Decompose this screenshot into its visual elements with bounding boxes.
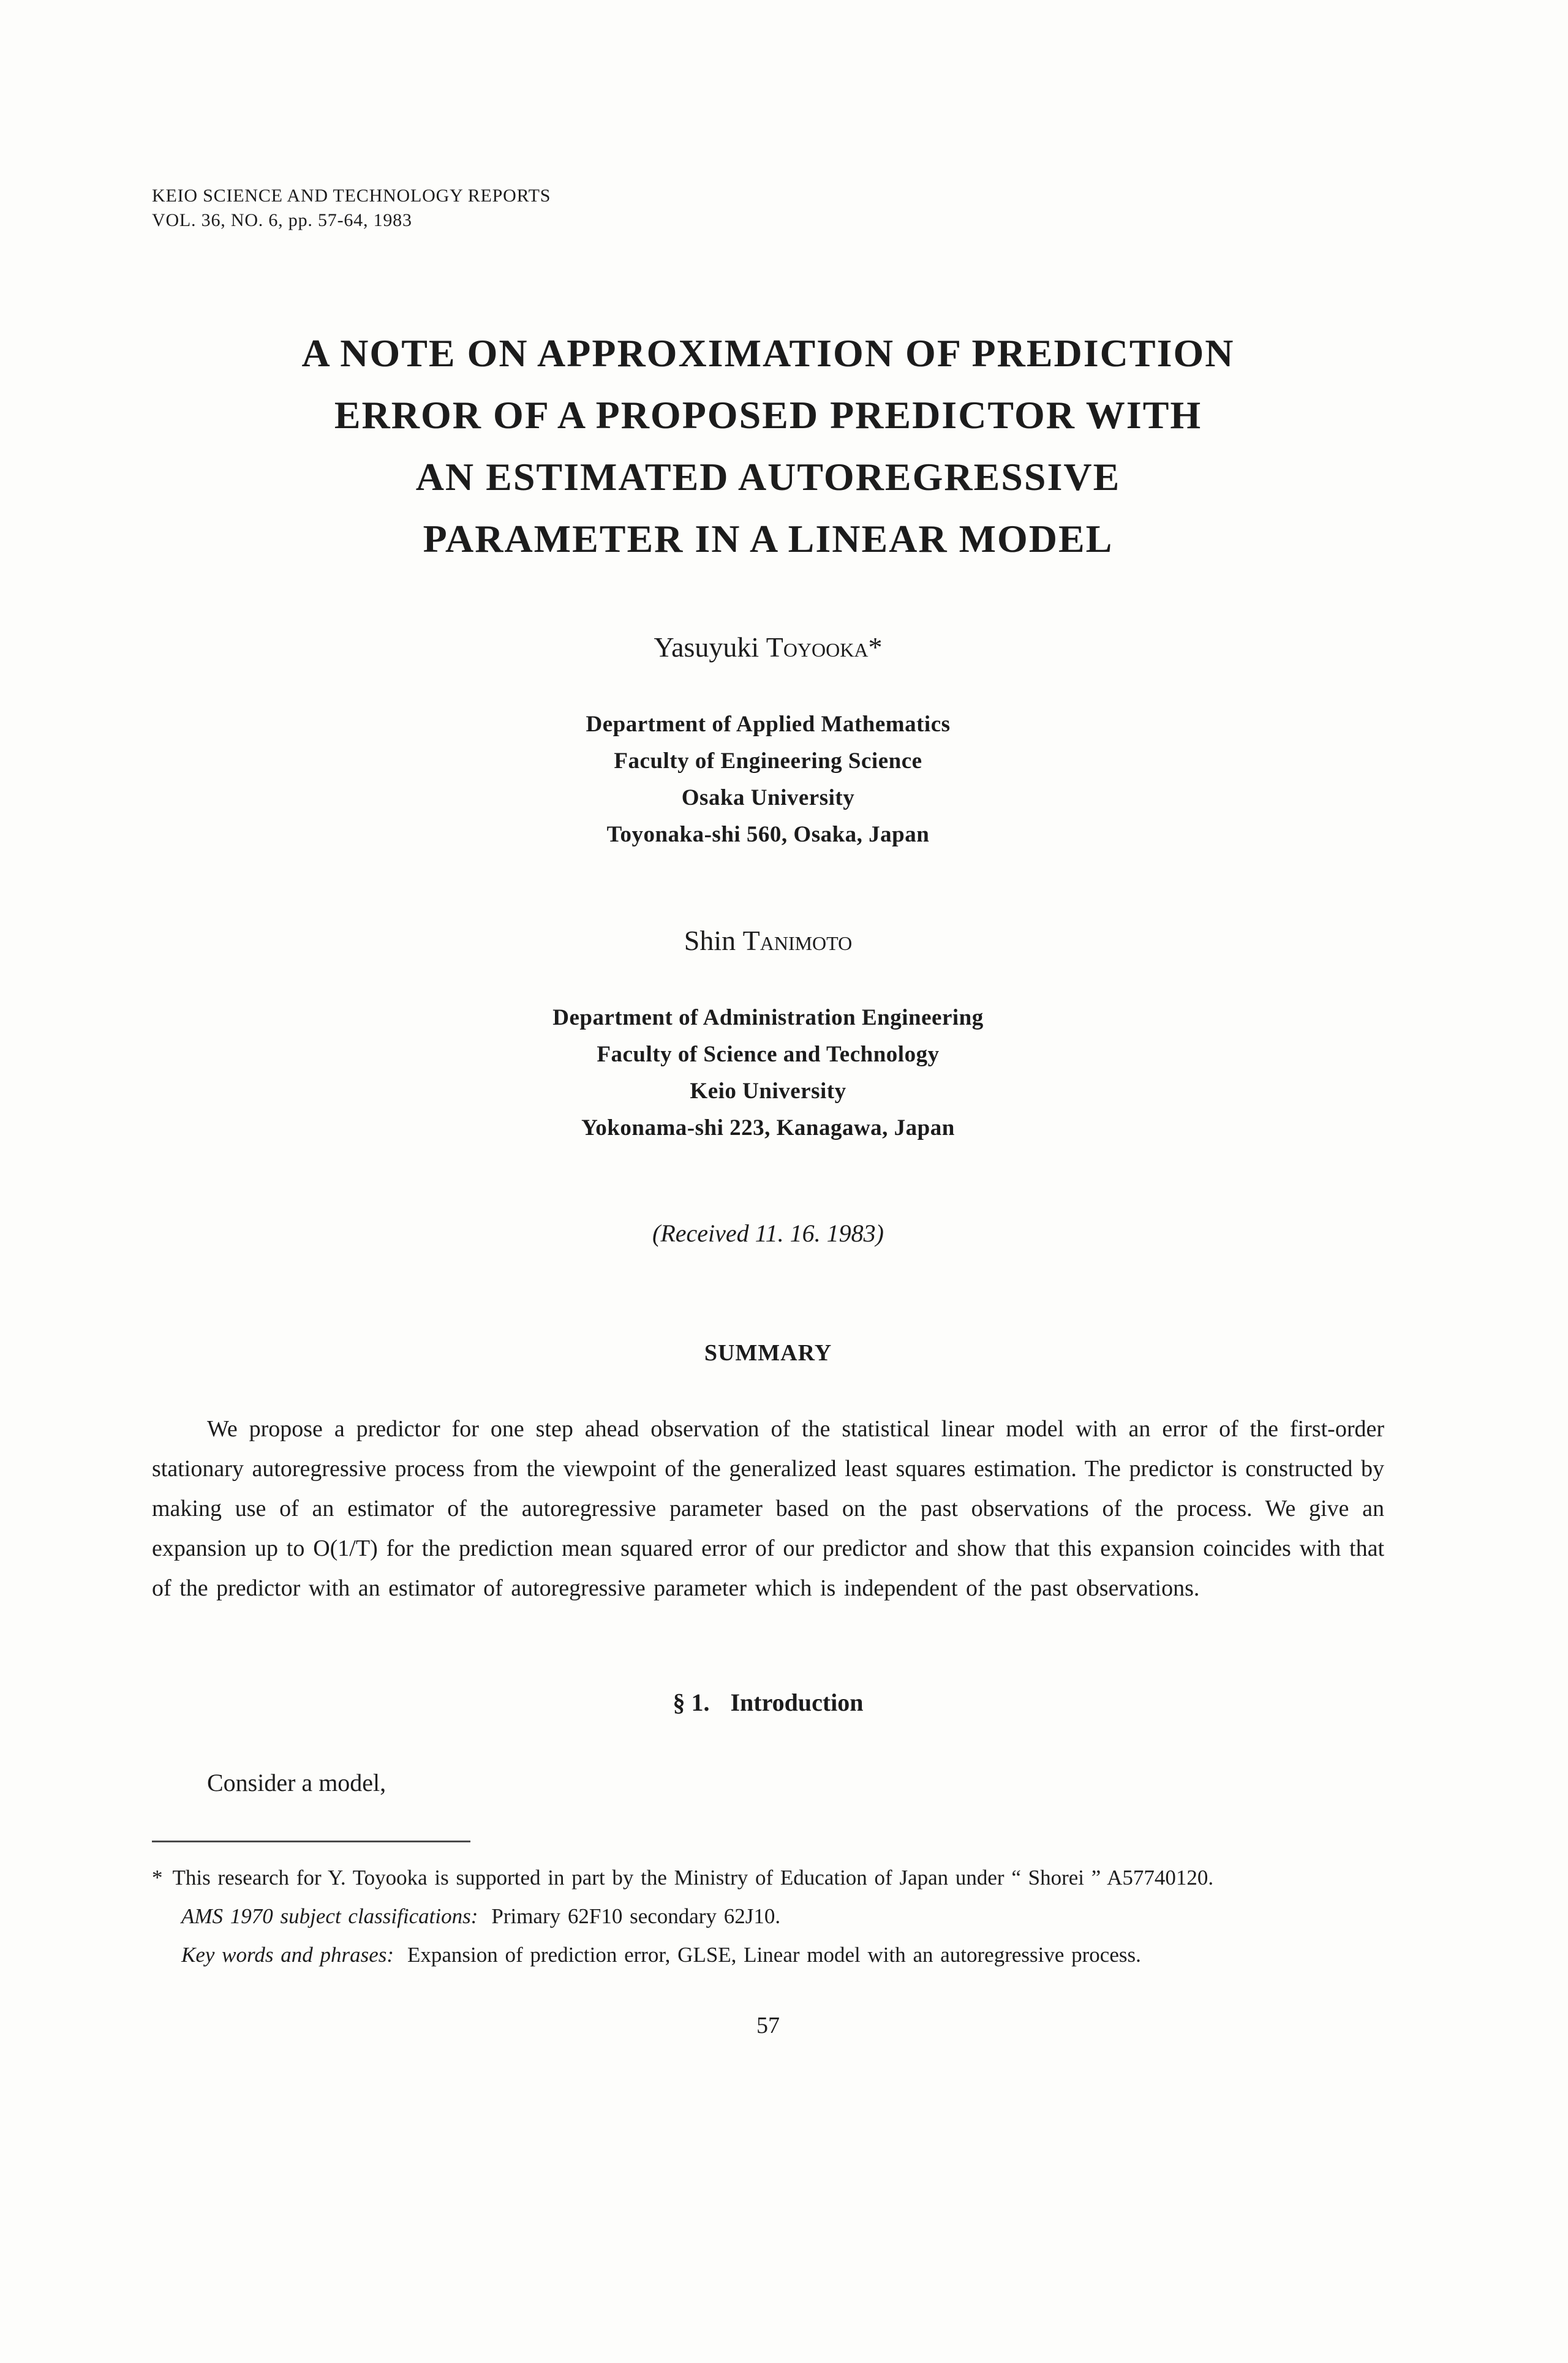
footnote-keywords-label: Key words and phrases:: [181, 1943, 394, 1967]
footnote-block: [152, 1858, 1384, 1974]
footnote-rule: [152, 1841, 470, 1842]
author-2-given: Shin: [684, 925, 736, 956]
title-line-2: ERROR OF A PROPOSED PREDICTOR WITH: [334, 393, 1202, 437]
summary-paragraph: We propose a predictor for one step ahead observation of the statistical linear model with an error of the first-order stationary autoregressive process from the viewpoint of the generalized least squares estimation. The predictor is constructed by making use of an estimator of the autoregressive parameter based on the past observations of the process. We give an expansion up to O(1/T) for the prediction mean squared error of our predictor and show that this expansion coincides with that of the predictor with an estimator of autoregressive parameter which is independent of the past observations.: [152, 1416, 1384, 1601]
affiliation-2-line-3: Keio University: [690, 1079, 846, 1104]
author-1-family: Toyooka: [766, 631, 869, 663]
author-1-footnote-marker: *: [868, 631, 883, 663]
footnote-keywords-text: Expansion of prediction error, GLSE, Linear model with an autoregressive process.: [407, 1943, 1141, 1967]
affiliation-2-line-2: Faculty of Science and Technology: [597, 1042, 940, 1067]
footnote-ams: [181, 1897, 1384, 1935]
title-line-3: AN ESTIMATED AUTOREGRESSIVE: [415, 455, 1121, 499]
author-1-given: Yasuyuki: [654, 631, 760, 663]
author-2-affiliation: [152, 1000, 1384, 1147]
section-1-number: § 1.: [673, 1689, 710, 1716]
journal-header: [152, 184, 1384, 233]
author-2-name: [152, 924, 1384, 957]
footnote-ams-text: Primary 62F10 secondary 62J10.: [491, 1904, 781, 1928]
page-number: 57: [756, 2013, 780, 2038]
footnote-marker: *: [152, 1866, 163, 1890]
author-1-affiliation: [152, 706, 1384, 853]
journal-issue: VOL. 36, NO. 6, pp. 57-64, 1983: [152, 210, 412, 230]
paper-title: [152, 322, 1384, 570]
affiliation-2-line-1: Department of Administration Engineering: [552, 1005, 984, 1030]
footnote-ams-label: AMS 1970 subject classifications:: [181, 1904, 478, 1928]
received-date: (Received 11. 16. 1983): [652, 1219, 884, 1247]
affiliation-1-line-2: Faculty of Engineering Science: [614, 748, 922, 774]
section-1-title: Introduction: [730, 1689, 864, 1716]
summary-heading: SUMMARY: [704, 1340, 832, 1366]
introduction-first-paragraph: Consider a model,: [207, 1769, 386, 1796]
affiliation-1-line-1: Department of Applied Mathematics: [586, 712, 951, 737]
author-1-name: [152, 631, 1384, 663]
affiliation-1-line-4: Toyonaka-shi 560, Osaka, Japan: [606, 822, 930, 847]
author-2-family: Tanimoto: [742, 925, 853, 956]
affiliation-1-line-3: Osaka University: [681, 785, 855, 810]
title-line-4: PARAMETER IN A LINEAR MODEL: [423, 517, 1114, 560]
title-line-1: A NOTE ON APPROXIMATION OF PREDICTION: [301, 331, 1235, 375]
footnote-keywords: [181, 1935, 1384, 1974]
journal-name: KEIO SCIENCE AND TECHNOLOGY REPORTS: [152, 186, 551, 206]
footnote-funding: [152, 1858, 1384, 1897]
affiliation-2-line-4: Yokonama-shi 223, Kanagawa, Japan: [581, 1115, 955, 1140]
footnote-funding-text: This research for Y. Toyooka is supported in part by the Ministry of Education of Japan under “ Shorei ” A57740120.: [172, 1866, 1214, 1890]
section-1-heading: [152, 1688, 1384, 1717]
